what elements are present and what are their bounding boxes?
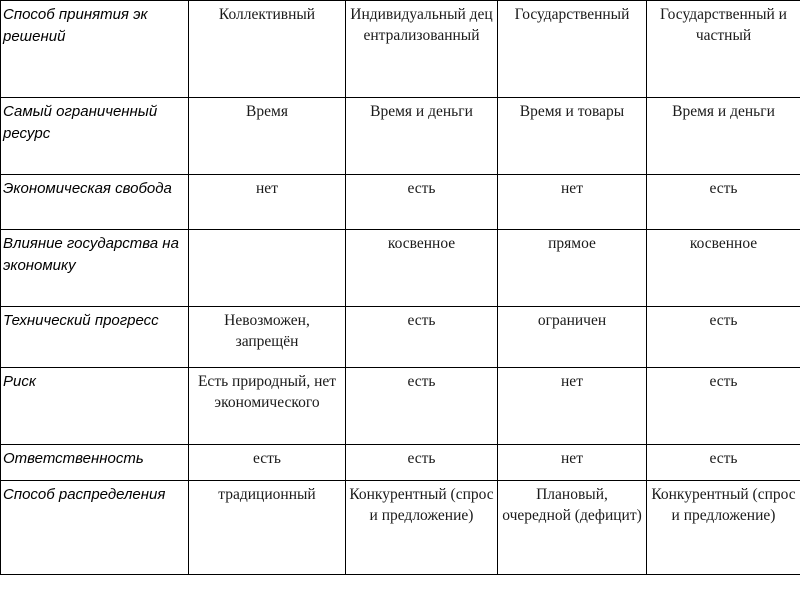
row-header: Технический прогресс [1,307,189,368]
table-cell: есть [346,445,498,481]
table-cell: Государственный [498,1,647,98]
table-cell: Невозможен, запрещён [189,307,346,368]
table-cell: Конкурентный (спрос и предложение) [647,481,800,575]
table-cell: Конкурентный (спрос и предложение) [346,481,498,575]
table-cell: Время и деньги [647,98,800,175]
table-cell [189,230,346,307]
table-row [1,445,800,481]
table-cell: нет [498,445,647,481]
table-cell: нет [498,368,647,445]
row-header: Способ распределения [1,481,189,575]
table-cell: есть [346,175,498,230]
table-cell: Коллективный [189,1,346,98]
row-header: Способ принятия эк решений [1,1,189,98]
table-cell: Государственный и частный [647,1,800,98]
table-row [1,230,800,307]
table-cell: есть [346,368,498,445]
table-cell: есть [647,445,800,481]
table-row [1,98,800,175]
row-header: Риск [1,368,189,445]
table-cell: Время и деньги [346,98,498,175]
table-cell: есть [189,445,346,481]
table-cell: есть [647,175,800,230]
table-row [1,1,800,98]
table-row [1,481,800,575]
table-row [1,307,800,368]
table-cell: есть [647,307,800,368]
table-cell: косвенное [647,230,800,307]
row-header: Экономическая свобода [1,175,189,230]
table-cell: ограничен [498,307,647,368]
table-cell: Есть природный, нет экономического [189,368,346,445]
table-cell: нет [498,175,647,230]
row-header: Ответственность [1,445,189,481]
row-header: Самый ограниченный ресурс [1,98,189,175]
row-header: Влияние государства на экономику [1,230,189,307]
table-cell: нет [189,175,346,230]
table-cell: есть [647,368,800,445]
table-cell: Время [189,98,346,175]
table-cell: косвенное [346,230,498,307]
table-row [1,175,800,230]
table-cell: прямое [498,230,647,307]
table-cell: Время и товары [498,98,647,175]
table-cell: есть [346,307,498,368]
table-row [1,368,800,445]
table-cell: традиционный [189,481,346,575]
table-cell: Плановый, очередной (дефицит) [498,481,647,575]
table-cell: Индивидуальный децентрализованный [346,1,498,98]
